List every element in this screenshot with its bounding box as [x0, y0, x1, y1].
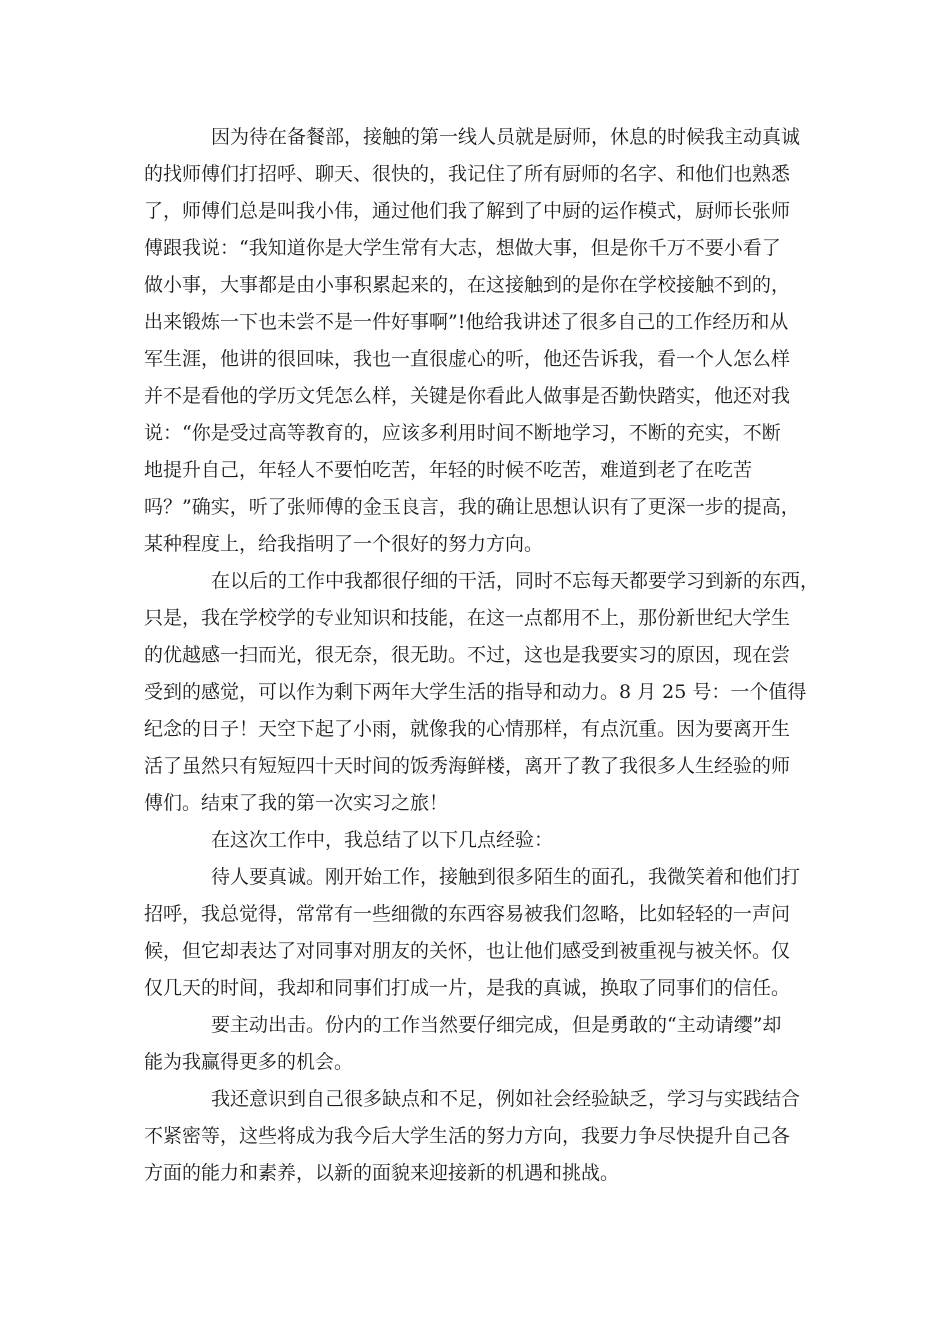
- text-line: 方面的能力和素养，以新的面貌来迎接新的机遇和挑战。: [144, 1162, 620, 1184]
- text-line: 仅几天的时间，我却和同事们打成一片，是我的真诚，换取了同事们的信任。: [144, 977, 791, 999]
- text-line: 做小事，大事都是由小事积累起来的，在这接触到的是你在学校接触不到的，: [144, 274, 791, 296]
- text-line: 地提升自己，年轻人不要怕吃苦，年轻的时候不吃苦，难道到老了在吃苦: [144, 459, 753, 481]
- text-line: 军生涯，他讲的很回味，我也一直很虚心的听，他还告诉我，看一个人怎么样: [144, 348, 791, 370]
- paragraph-first-line: 要主动出击。份内的工作当然要仔细完成，但是勇敢的“主动请缨”却: [211, 1014, 782, 1036]
- text-line: 的找师傅们打招呼、聊天、很快的，我记住了所有厨师的名字、和他们也熟悉: [144, 163, 791, 185]
- text-line: 傅们。结束了我的第一次实习之旅！: [144, 792, 449, 814]
- text-line: 不紧密等，这些将成为我今后大学生活的努力方向，我要力争尽快提升自己各: [144, 1125, 791, 1147]
- text-line: 并不是看他的学历文凭怎么样，关键是你看此人做事是否勤快踏实，他还对我: [144, 385, 791, 407]
- text-line: 只是，我在学校学的专业知识和技能，在这一点都用不上，那份新世纪大学生: [144, 607, 791, 629]
- text-line: 说：“你是受过高等教育的，应该多利用时间不断地学习，不断的充实，不断: [144, 422, 781, 444]
- document-body: [144, 119, 824, 1192]
- text-line: 候，但它却表达了对同事对朋友的关怀，也让他们感受到被重视与被关怀。仅: [144, 940, 791, 962]
- text-line: 出来锻炼一下也未尝不是一件好事啊”!他给我讲述了很多自己的工作经历和从: [144, 311, 789, 333]
- text-line: 的优越感一扫而光，很无奈，很无助。不过，这也是我要实习的原因，现在尝: [144, 644, 791, 666]
- text-line: 了，师傅们总是叫我小伟，通过他们我了解到了中厨的运作模式，厨师长张师: [144, 200, 791, 222]
- paragraph-first-line: 在以后的工作中我都很仔细的干活，同时不忘每天都要学习到新的东西，: [211, 570, 820, 592]
- text-line: 纪念的日子！天空下起了小雨，就像我的心情那样，有点沉重。因为要离开生: [144, 718, 791, 740]
- paragraph-first-line: 因为待在备餐部，接触的第一线人员就是厨师，休息的时候我主动真诚: [211, 126, 801, 148]
- paragraph-first-line: 待人要真诚。刚开始工作，接触到很多陌生的面孔，我微笑着和他们打: [211, 866, 801, 888]
- text-line: 能为我赢得更多的机会。: [144, 1051, 354, 1073]
- text-line: 吗？”确实，听了张师傅的金玉良言，我的确让思想认识有了更深一步的提高，: [144, 496, 800, 518]
- paragraph-first-line: 我还意识到自己很多缺点和不足，例如社会经验缺乏，学习与实践结合: [211, 1088, 801, 1110]
- text-line: 傅跟我说：“我知道你是大学生常有大志，想做大事，但是你千万不要小看了: [144, 237, 781, 259]
- text-line: 活了虽然只有短短四十天时间的饭秀海鲜楼，离开了教了我很多人生经验的师: [144, 755, 791, 777]
- text-line: 某种程度上，给我指明了一个很好的努力方向。: [144, 533, 544, 555]
- paragraph-first-line: 在这次工作中，我总结了以下几点经验：: [211, 829, 554, 851]
- text-line: 招呼，我总觉得，常常有一些细微的东西容易被我们忽略，比如轻轻的一声问: [144, 903, 791, 925]
- text-line: 受到的感觉，可以作为剩下两年大学生活的指导和动力。8 月 25 号：一个值得: [144, 681, 807, 703]
